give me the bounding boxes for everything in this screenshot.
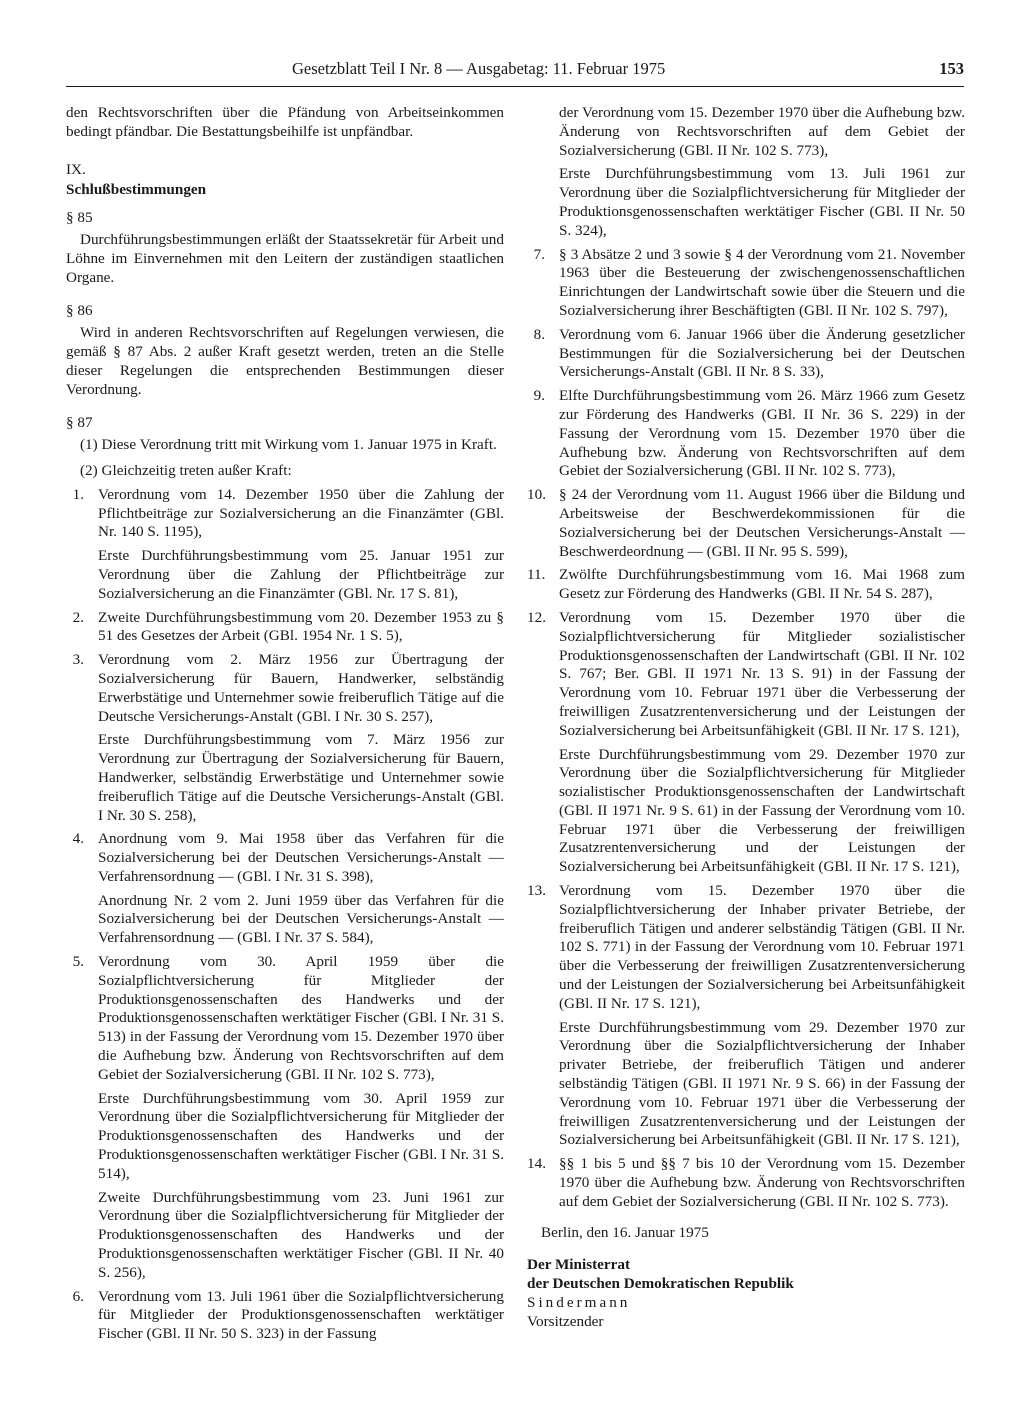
list-item-text: Zweite Durchführungsbestimmung vom 23. Juni 1961 zur Verordnung über die Sozialpflichtversicherung für Mitglieder der Produktionsgenossenschaften des Handwerks und der Produktionsgenossenschaften werktätiger Fischer (GBl. II Nr. 40 S. 256), [98,1188,504,1281]
right-column [527,104,965,1332]
list-item-text: § 24 der Verordnung vom 11. August 1966 über die Bildung und Arbeitsweise der Beschwerdekommissionen für die Sozialversicherung bei der Deutschen Versicherungs-Anstalt — Beschwerdeordnung — (GBl. II Nr. 95 S. 599), [559,486,965,560]
list-item-number: 6. [72,1287,84,1305]
list-item-6 [66,1288,504,1344]
list-item-number: 8. [533,325,545,343]
section-title: Schlußbestimmungen [66,181,207,199]
list-item-1 [66,486,504,604]
paragraph-87-abs1: (1) Diese Verordnung tritt mit Wirkung vom 1. Januar 1975 in Kraft. [80,436,497,454]
list-item-3 [66,651,504,825]
list-item-number: 1. [72,485,84,503]
section-number: IX. [66,160,86,178]
list-item-2 [66,609,504,647]
list-item-text: §§ 1 bis 5 und §§ 7 bis 10 der Verordnung vom 15. Dezember 1970 über die Aufhebung bzw. Änderung von Rechtsvorschriften auf dem Gebiet der Sozialversicherung (GBl. II Nr. 102 S. 773). [559,1155,965,1210]
list-item-number: 9. [533,387,545,405]
list-item-text: Erste Durchführungsbestimmung vom 29. Dezember 1970 zur Verordnung über die Sozialpflichtversicherung der Inhaber privater Betriebe, der freiberuflich Tätigen und anderer selbständig Tätigen (GBl. II 1971 Nr. 9 S. 66) in der Fassung der Verordnung vom 10. Februar 1971 über die Verbesserung der freiwilligen Zusatzrentenversicherung und der Leistungen der Sozialversicherung bei Arbeitsunfähigkeit (GBl. II Nr. 17 S. 121), [559,1018,965,1149]
list-item-text: Zweite Durchführungsbestimmung vom 20. Dezember 1953 zu § 51 des Gesetzes der Arbeit (GBl. 1954 Nr. 1 S. 5), [98,608,504,645]
list-item-5 [66,953,504,1283]
list-item-number: 7. [533,245,545,263]
list-item-number: 11. [527,566,546,584]
list-item-text: Verordnung vom 15. Dezember 1970 über die Sozialpflichtversicherung für Mitglieder sozialistischer Produktionsgenossenschaften der Landwirtschaft (GBl. II Nr. 102 S. 767; Ber. GBl. II 1971 Nr. 13 S. 91) in der Fassung der Verordnung vom 10. Februar 1971 über die Verbesserung der freiwilligen Zusatzrentenversicherung und der Leistungen der Sozialversicherung bei Arbeitsunfähigkeit (GBl. II Nr. 17 S. 121), [559,608,965,739]
list-item-4 [66,830,504,948]
list-item-number: 4. [72,830,84,848]
signatory-body-line1: Der Ministerrat [527,1256,631,1274]
list-item-text: der Verordnung vom 15. Dezember 1970 über die Aufhebung bzw. Änderung von Rechtsvorschriften auf dem Gebiet der Sozialversicherung (GBl. II Nr. 102 S. 773), [559,104,965,159]
list-item-text: Erste Durchführungsbestimmung vom 13. Juli 1961 zur Verordnung über die Sozialpflichtversicherung für Mitglieder der Produktionsgenossenschaften werktätiger Fischer (GBl. II Nr. 50 S. 324), [559,165,965,239]
list-item-text: Verordnung vom 6. Januar 1966 über die Änderung gesetzlicher Bestimmungen für die Sozialversicherung bei der Deutschen Versicherungs-Anstalt (GBl. II Nr. 8 S. 33), [559,325,965,381]
header-title: Gesetzblatt Teil I Nr. 8 — Ausgabetag: 11. Februar 1975 [292,59,666,78]
paragraph-85-text: Durchführungsbestimmungen erläßt der Staatssekretär für Arbeit und Löhne im Einvernehmen mit den Leitern der zuständigen staatlichen Organe. [66,230,504,286]
paragraph-87-heading: § 87 [66,414,93,432]
list-item-7 [527,246,965,321]
list-item-6-continued [527,104,965,241]
list-item-text: Erste Durchführungsbestimmung vom 25. Januar 1951 zur Verordnung über die Zahlung der Pflichtbeiträge zur Sozialversicherung an die Finanzämter (GBl. Nr. 17 S. 81), [98,547,504,602]
list-item-text: Zwölfte Durchführungsbestimmung vom 16. Mai 1968 zum Gesetz zur Förderung des Handwerks (GBl. II Nr. 54 S. 287), [559,566,965,603]
list-item-9 [527,387,965,481]
paragraph-87-abs2: (2) Gleichzeitig treten außer Kraft: [80,461,292,479]
list-item-8 [527,326,965,382]
list-item-14 [527,1155,965,1211]
list-item-11 [527,566,965,604]
left-column [66,104,504,1349]
list-item-text: Elfte Durchführungsbestimmung vom 26. März 1966 zum Gesetz zur Förderung des Handwerks (GBl. II Nr. 36 S. 229) in der Fassung der Verordnung vom 15. Dezember 1970 über die Aufhebung bzw. Änderung von Rechtsvorschriften auf dem Gebiet der Sozialversicherung (GBl. II Nr. 102 S. 773), [559,387,965,480]
list-item-number: 10. [527,486,546,504]
list-item-number: 12. [527,608,546,626]
intro-paragraph: den Rechtsvorschriften über die Pfändung von Arbeitseinkommen bedingt pfändbar. Die Bestattungsbeihilfe ist unpfändbar. [66,104,504,140]
page-header [66,60,964,87]
list-item-number: 14. [527,1155,546,1173]
page-number: 153 [939,59,964,78]
list-item-number: 3. [72,651,84,669]
list-item-text: Anordnung vom 9. Mai 1958 über das Verfahren für die Sozialversicherung bei der Deutschen Versicherungs-Anstalt — Verfahrensordnung — (GBl. I Nr. 31 S. 398), [98,830,504,885]
paragraph-86-heading: § 86 [66,302,93,320]
paragraph-86-text: Wird in anderen Rechtsvorschriften auf Regelungen verwiesen, die gemäß § 87 Abs. 2 außer Kraft gesetzt werden, treten an die Stelle dieser Regelungen die entsprechenden Bestimmungen dieser Verordnung. [66,324,504,398]
place-and-date: Berlin, den 16. Januar 1975 [541,1223,709,1241]
list-item-text: Erste Durchführungsbestimmung vom 7. März 1956 zur Verordnung zur Übertragung der Sozialversicherung für Bauern, Handwerker, selbständig Erwerbstätige und Unternehmer sowie freiberuflich Tätige auf die Deutsche Versicherungs-Anstalt (GBl. I Nr. 30 S. 258), [98,731,504,824]
list-item-10 [527,486,965,561]
list-item-text: Anordnung Nr. 2 vom 2. Juni 1959 über das Verfahren für die Sozialversicherung bei der Deutschen Versicherungs-Anstalt — Verfahrensordnung — (GBl. I Nr. 37 S. 584), [98,891,504,947]
signature-block [527,1256,965,1331]
list-item-text: Verordnung vom 13. Juli 1961 über die Sozialpflichtversicherung für Mitglieder der Produktionsgenossenschaften werktätiger Fischer (GBl. II Nr. 50 S. 323) in der Fassung [98,1287,504,1343]
list-item-text: § 3 Absätze 2 und 3 sowie § 4 der Verordnung vom 21. November 1963 über die Besteuerung der zwischengenossenschaftlichen Einrichtungen der Landwirtschaft sowie über die Steuern und die Sozialversicherung ihrer Beschäftigten (GBl. II Nr. 102 S. 797), [559,245,965,319]
paragraph-85-heading: § 85 [66,209,93,227]
list-item-number: 2. [72,608,84,626]
list-item-number: 5. [72,953,84,971]
list-item-13 [527,882,965,1150]
list-item-text: Verordnung vom 2. März 1956 zur Übertragung der Sozialversicherung für Bauern, Handwerker, selbständig Erwerbstätige und Unternehmer sowie freiberuflich Tätige auf die Deutsche Versicherungs-Anstalt (GBl. I Nr. 30 S. 257), [98,651,504,725]
signatory-body-line2: der Deutschen Demokratischen Republik [527,1275,794,1293]
list-item-text: Erste Durchführungsbestimmung vom 30. April 1959 zur Verordnung über die Sozialpflichtversicherung für Mitglieder der Produktionsgenossenschaften des Handwerks und der Produktionsgenossenschaften werktätiger Fischer (GBl. I Nr. 31 S. 514), [98,1089,504,1182]
list-item-text: Verordnung vom 14. Dezember 1950 über die Zahlung der Pflichtbeiträge zur Sozialversicherung an die Finanzämter (GBl. Nr. 140 S. 1195), [98,485,504,541]
list-item-text: Erste Durchführungsbestimmung vom 29. Dezember 1970 zur Verordnung über die Sozialpflichtversicherung für Mitglieder sozialistischer Produktionsgenossenschaften der Landwirtschaft (GBl. II 1971 Nr. 9 S. 61) in der Fassung der Verordnung vom 10. Februar 1971 über die Verbesserung der freiwilligen Zusatzrentenversicherung und der Leistungen der Sozialversicherung bei Arbeitsunfähigkeit (GBl. II Nr. 17 S. 121), [559,745,965,876]
list-item-number: 13. [527,882,546,900]
list-item-text: Verordnung vom 15. Dezember 1970 über die Sozialpflichtversicherung der Inhaber privater Betriebe, der freiberuflich Tätigen und anderer selbständig Tätigen (GBl. II Nr. 102 S. 771) in der Fassung der Verordnung vom 10. Februar 1971 über die Verbesserung der freiwilligen Zusatzrentenversicherung und der Leistungen der Sozialversicherung bei Arbeitsunfähigkeit (GBl. II Nr. 17 S. 121), [559,882,965,1012]
list-item-12 [527,609,965,877]
signatory-name: Sindermann [527,1294,631,1312]
list-item-text: Verordnung vom 30. April 1959 über die Sozialpflichtversicherung für Mitglieder der Produktionsgenossenschaften des Handwerks und der Produktionsgenossenschaften werktätiger Fischer (GBl. I Nr. 31 S. 513) in der Fassung der Verordnung vom 15. Dezember 1970 über die Aufhebung bzw. Änderung von Rechtsvorschriften auf dem Gebiet der Sozialversicherung (GBl. II Nr. 102 S. 773), [98,953,504,1083]
signatory-role: Vorsitzender [527,1312,604,1330]
